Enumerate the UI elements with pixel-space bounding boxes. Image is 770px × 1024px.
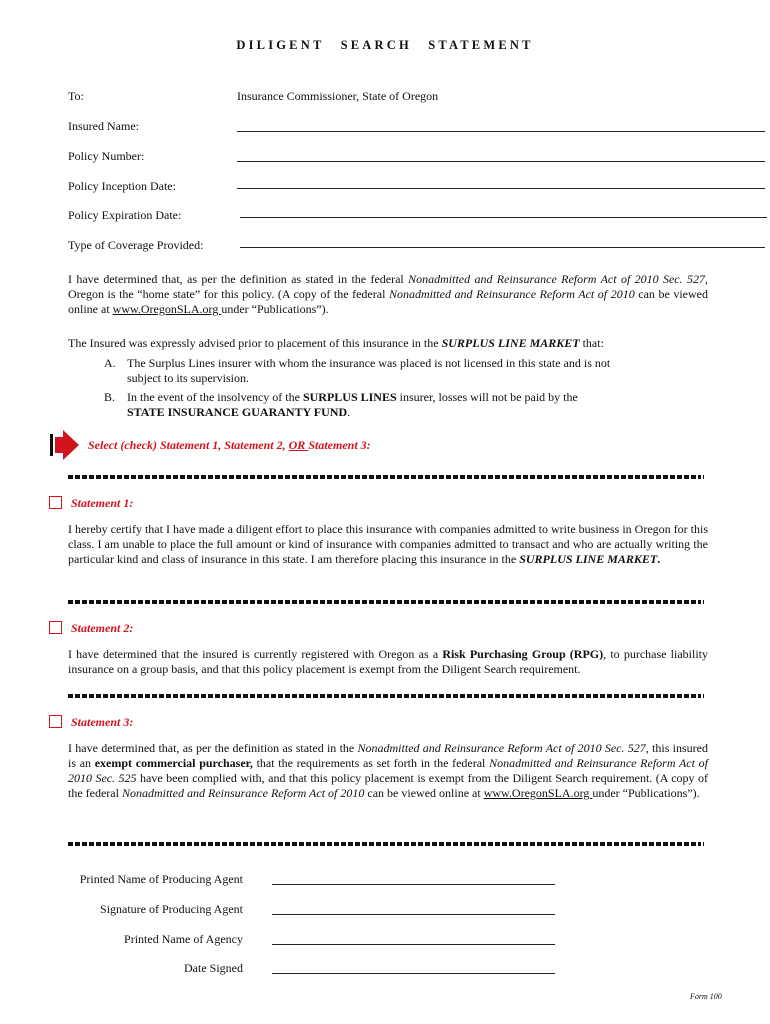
select-instruction: Select (check) Statement 1, Statement 2, OR Statement 3:: [88, 438, 371, 452]
statement-3-heading: Statement 3:: [71, 715, 134, 729]
statement-2-checkbox[interactable]: [49, 621, 62, 634]
to-label: To:: [68, 89, 84, 103]
signature-field[interactable]: [272, 914, 555, 915]
printed-name-label: Printed Name of Producing Agent: [79, 872, 243, 886]
insured-name-label: Insured Name:: [68, 119, 139, 133]
policy-number-field[interactable]: [237, 161, 765, 162]
coverage-label: Type of Coverage Provided:: [68, 238, 204, 252]
item-b-letter: B.: [104, 390, 116, 404]
separator-1: [68, 475, 701, 479]
item-a-text: The Surplus Lines insurer with whom the insurance was placed is not licensed in this state and is not subject to its supervision.: [127, 356, 611, 385]
insured-name-field[interactable]: [237, 131, 765, 132]
statement-2-heading: Statement 2:: [71, 621, 134, 635]
policy-number-label: Policy Number:: [68, 149, 145, 163]
advised-paragraph: The Insured was expressly advised prior to placement of this insurance in the SURPLUS LINE MARKET that:: [68, 336, 604, 350]
date-signed-label: Date Signed: [184, 961, 243, 975]
separator-2: [68, 600, 701, 604]
statement-1-checkbox[interactable]: [49, 496, 62, 509]
separator-3: [68, 694, 701, 698]
printed-name-field[interactable]: [272, 884, 555, 885]
signature-label: Signature of Producing Agent: [100, 902, 243, 916]
item-b-text: In the event of the insolvency of the SURPLUS LINES insurer, losses will not be paid by the STATE INSURANCE GUARANTY FUND.: [127, 390, 578, 419]
arrow-right-icon: [50, 429, 80, 461]
agency-label: Printed Name of Agency: [124, 932, 243, 946]
inception-date-field[interactable]: [237, 188, 765, 189]
statement-1-text: I hereby certify that I have made a diligent effort to place this insurance with companies admitted to write business in Oregon for this class. I am unable to place the full amount or kind of insurance with companies admitted to transact and who are actually writing the particular kind and class of insurance in this state. I am therefore placing this insurance in the SURPLUS LINE MARKET.: [68, 522, 708, 566]
oregonsla-link[interactable]: www.OregonSLA.org: [112, 302, 222, 316]
statement-2-text: I have determined that the insured is currently registered with Oregon as a Risk Purchasing Group (RPG), to purchase liability insurance on a group basis, and that this policy placement is exempt from the Diligent Search requirement.: [68, 647, 708, 676]
agency-field[interactable]: [272, 944, 555, 945]
oregonsla-link-2[interactable]: www.OregonSLA.org: [483, 786, 593, 800]
coverage-field[interactable]: [240, 247, 765, 248]
page-title: DILIGENT SEARCH STATEMENT: [236, 38, 534, 52]
item-a-letter: A.: [104, 356, 116, 370]
to-value: Insurance Commissioner, State of Oregon: [237, 89, 439, 103]
form-number: Form 100: [690, 992, 722, 1001]
inception-date-label: Policy Inception Date:: [68, 179, 176, 193]
statement-1-heading: Statement 1:: [71, 496, 134, 510]
separator-4: [68, 842, 701, 846]
statement-3-checkbox[interactable]: [49, 715, 62, 728]
expiration-date-field[interactable]: [240, 217, 767, 218]
home-state-paragraph: I have determined that, as per the definition as stated in the federal Nonadmitted and Reinsurance Reform Act of 2010 Sec. 527, Oregon is the “home state” for this policy. (A copy of the federal Nonadmitted and Reinsurance Reform Act of 2010 can be viewed online at www.OregonSLA.org under “Publications”).: [68, 272, 708, 316]
expiration-date-label: Policy Expiration Date:: [68, 208, 182, 222]
date-signed-field[interactable]: [272, 973, 555, 974]
statement-3-text: I have determined that, as per the definition as stated in the Nonadmitted and Reinsurance Reform Act of 2010 Sec. 527, this insured is an exempt commercial purchaser, that the requirements as set forth in the federal Nonadmitted and Reinsurance Reform Act of 2010 Sec. 525 have been complied with, and that this policy placement is exempt from the Diligent Search requirement. (A copy of the federal Nonadmitted and Reinsurance Reform Act of 2010 can be viewed online at www.OregonSLA.org under “Publications”).: [68, 741, 708, 800]
